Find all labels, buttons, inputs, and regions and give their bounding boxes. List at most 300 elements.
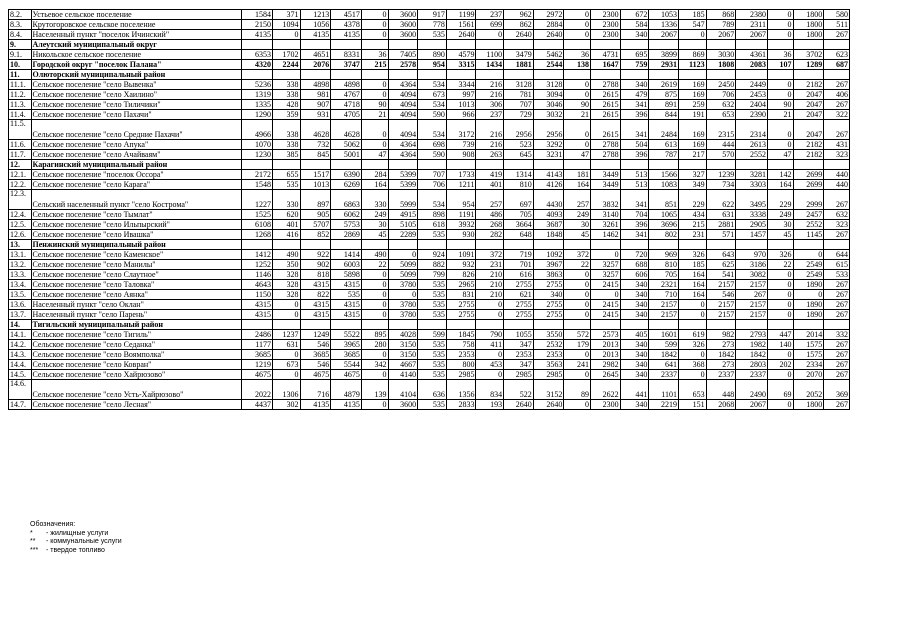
row-value: 2022 [242, 380, 273, 400]
row-value: 0 [476, 370, 504, 380]
row-value [272, 70, 300, 80]
row-value: 622 [706, 190, 736, 210]
row-value: 3030 [706, 50, 736, 60]
row-name: Сельское поселение "село Усть-Хайрюзово" [31, 380, 242, 400]
row-value: 328 [272, 280, 300, 290]
row-code: 9.1. [9, 50, 32, 60]
row-value: 535 [418, 280, 447, 290]
row-name: Населенный пункт "поселок Ичинский" [31, 30, 242, 40]
row-value [504, 160, 534, 170]
row-code: 12.1. [9, 170, 32, 180]
row-value: 4126 [533, 180, 564, 190]
table-row [9, 20, 850, 30]
row-value: 440 [824, 180, 850, 190]
row-value: 2544 [533, 60, 564, 70]
row-value: 1100 [476, 50, 504, 60]
row-value [446, 160, 476, 170]
row-value: 546 [706, 290, 736, 300]
row-value: 3150 [388, 350, 418, 360]
row-value: 441 [620, 380, 649, 400]
row-value: 2640 [504, 30, 534, 40]
row-value: 3747 [331, 60, 362, 70]
row-value [678, 320, 706, 330]
row-code: 11.3. [9, 100, 32, 110]
row-value: 47 [564, 150, 591, 160]
row-value [649, 320, 679, 330]
row-value: 2353 [504, 350, 534, 360]
row-value: 1092 [533, 250, 564, 260]
row-value: 349 [678, 180, 706, 190]
row-value: 2067 [706, 30, 736, 40]
row-value: 431 [824, 140, 850, 150]
row-value: 2549 [793, 260, 824, 270]
row-value [793, 160, 824, 170]
row-value: 0 [767, 400, 793, 410]
row-name: Населенный пункт "село Парень" [31, 310, 242, 320]
row-value: 284 [361, 170, 388, 180]
row-value: 4135 [331, 400, 362, 410]
row-value: 997 [446, 90, 476, 100]
row-value: 615 [824, 260, 850, 270]
row-value: 1848 [533, 230, 564, 240]
row-value: 1548 [242, 180, 273, 190]
row-value: 231 [476, 260, 504, 270]
row-value [300, 40, 331, 50]
row-value: 4135 [300, 30, 331, 40]
row-code: 12.2. [9, 180, 32, 190]
row-value: 268 [476, 220, 504, 230]
row-value: 826 [446, 270, 476, 280]
table-row [9, 360, 850, 370]
row-value: 599 [418, 330, 447, 340]
row-value [678, 240, 706, 250]
row-value: 0 [564, 310, 591, 320]
row-value: 330 [272, 190, 300, 210]
row-value: 606 [620, 270, 649, 280]
row-value: 1434 [476, 60, 504, 70]
row-value: 599 [649, 340, 679, 350]
row-value: 4143 [533, 170, 564, 180]
row-value: 347 [504, 360, 534, 370]
row-value: 534 [418, 120, 447, 140]
row-value: 1227 [242, 190, 273, 210]
row-value: 164 [767, 180, 793, 190]
row-value: 267 [824, 30, 850, 40]
row-value: 45 [361, 230, 388, 240]
row-value: 193 [476, 400, 504, 410]
row-value: 0 [767, 280, 793, 290]
row-value: 411 [476, 340, 504, 350]
row-value [418, 160, 447, 170]
row-value: 729 [504, 110, 534, 120]
row-value [591, 320, 621, 330]
row-code: 10. [9, 60, 32, 70]
row-value: 535 [418, 300, 447, 310]
row-value: 3600 [388, 30, 418, 40]
row-value: 416 [272, 230, 300, 240]
row-value: 0 [767, 120, 793, 140]
row-value: 2076 [300, 60, 331, 70]
row-value: 340 [620, 350, 649, 360]
row-value [272, 40, 300, 50]
row-value: 0 [361, 10, 388, 20]
row-value: 1123 [678, 60, 706, 70]
row-value [361, 160, 388, 170]
row-value: 1150 [242, 290, 273, 300]
row-value: 259 [678, 100, 706, 110]
row-value: 1056 [300, 20, 331, 30]
table-row [9, 270, 850, 280]
table-row [9, 50, 850, 60]
row-value: 1890 [793, 280, 824, 290]
row-value: 385 [272, 150, 300, 160]
row-value [300, 160, 331, 170]
row-value: 2172 [242, 170, 273, 180]
row-value: 653 [678, 380, 706, 400]
row-value: 340 [620, 360, 649, 370]
row-value: 2014 [793, 330, 824, 340]
row-value: 0 [361, 280, 388, 290]
row-value: 169 [678, 140, 706, 150]
row-value: 368 [678, 360, 706, 370]
row-value: 0 [564, 90, 591, 100]
row-value: 834 [476, 380, 504, 400]
row-value: 4315 [300, 300, 331, 310]
row-value: 1525 [242, 210, 273, 220]
row-value: 705 [649, 270, 679, 280]
row-value: 3344 [446, 80, 476, 90]
row-value: 490 [272, 250, 300, 260]
row-value: 490 [361, 250, 388, 260]
row-value: 229 [678, 190, 706, 210]
row-value: 0 [272, 310, 300, 320]
row-name: Населенный пункт "село Оклан" [31, 300, 242, 310]
row-value: 22 [564, 260, 591, 270]
row-value: 710 [649, 290, 679, 300]
row-value: 396 [620, 220, 649, 230]
row-value: 3696 [649, 220, 679, 230]
table-row [9, 150, 850, 160]
row-value: 0 [564, 300, 591, 310]
row-value [476, 70, 504, 80]
row-value: 2321 [649, 280, 679, 290]
row-value: 4731 [591, 50, 621, 60]
row-value: 405 [620, 330, 649, 340]
row-value: 4767 [331, 90, 362, 100]
row-value: 249 [564, 210, 591, 220]
row-value: 535 [418, 30, 447, 40]
tariff-table-sheet [8, 9, 850, 410]
table-row [9, 30, 850, 40]
row-value: 2047 [793, 110, 824, 120]
row-name: Сельское поселение "село Хайрюзово" [31, 370, 242, 380]
row-value: 2157 [706, 280, 736, 290]
table-row [9, 10, 850, 20]
row-value: 0 [361, 310, 388, 320]
table-section-row [9, 60, 850, 70]
row-value: 0 [564, 120, 591, 140]
row-value: 4579 [446, 50, 476, 60]
row-value: 897 [300, 190, 331, 210]
row-value: 2486 [242, 330, 273, 340]
row-value: 822 [300, 290, 331, 300]
row-value: 3863 [533, 270, 564, 280]
row-value: 2311 [736, 20, 768, 30]
row-value: 2793 [736, 330, 768, 340]
row-value [242, 160, 273, 170]
row-value: 2755 [446, 300, 476, 310]
row-value: 1800 [793, 30, 824, 40]
row-name: Сельское поселение "село Ильпырский" [31, 220, 242, 230]
row-value: 2956 [504, 120, 534, 140]
row-value: 434 [678, 210, 706, 220]
row-value: 4094 [388, 90, 418, 100]
row-value: 3257 [591, 270, 621, 280]
row-name: Сельское поселение "село Хаилино" [31, 90, 242, 100]
row-value: 0 [361, 350, 388, 360]
row-value: 0 [767, 20, 793, 30]
legend-title: Обозначения: [30, 521, 76, 528]
row-value: 613 [649, 140, 679, 150]
row-value: 4915 [388, 210, 418, 220]
row-value [706, 240, 736, 250]
row-value: 2219 [649, 400, 679, 410]
row-value [504, 240, 534, 250]
row-value: 215 [361, 60, 388, 70]
row-value: 3600 [388, 10, 418, 20]
row-value: 697 [504, 190, 534, 210]
row-value: 0 [361, 30, 388, 40]
row-code: 14.5. [9, 370, 32, 380]
row-value: 3257 [591, 260, 621, 270]
row-value: 802 [649, 230, 679, 240]
row-value: 328 [272, 270, 300, 280]
legend-symbol: *** [30, 546, 39, 554]
row-value: 2640 [533, 400, 564, 410]
row-value: 2047 [793, 90, 824, 100]
legend-text: - жилищные услуги [46, 529, 109, 537]
row-value: 164 [678, 290, 706, 300]
row-value [767, 40, 793, 50]
row-value: 631 [272, 340, 300, 350]
row-value: 479 [620, 90, 649, 100]
row-value: 632 [706, 100, 736, 110]
row-name: Сельское поселение "село Воямполка" [31, 350, 242, 360]
row-value: 2755 [504, 310, 534, 320]
row-value: 2337 [649, 370, 679, 380]
row-name: Устьевое сельское поселение [31, 10, 242, 20]
row-value: 868 [706, 10, 736, 20]
row-value: 2615 [591, 100, 621, 110]
row-value: 396 [620, 150, 649, 160]
row-value: 895 [361, 330, 388, 340]
row-value: 0 [388, 290, 418, 300]
row-value: 372 [564, 250, 591, 260]
row-value: 969 [649, 250, 679, 260]
row-value: 249 [767, 210, 793, 220]
row-value [706, 320, 736, 330]
row-value: 2067 [649, 30, 679, 40]
row-code: 14.3. [9, 350, 32, 360]
row-value: 701 [504, 260, 534, 270]
row-value: 2803 [736, 360, 768, 370]
row-value: 140 [767, 340, 793, 350]
row-value: 4093 [533, 210, 564, 220]
row-value: 1890 [793, 300, 824, 310]
row-value: 0 [564, 140, 591, 150]
row-value: 620 [272, 210, 300, 220]
row-value: 0 [767, 300, 793, 310]
row-value: 241 [564, 360, 591, 370]
row-value: 672 [620, 10, 649, 20]
row-value: 931 [300, 110, 331, 120]
row-value: 1982 [736, 340, 768, 350]
row-code: 8.4. [9, 30, 32, 40]
row-value: 584 [620, 20, 649, 30]
row-value: 580 [824, 10, 850, 20]
row-value: 340 [620, 30, 649, 40]
row-value: 513 [620, 180, 649, 190]
row-code: 13.2. [9, 260, 32, 270]
row-value [504, 320, 534, 330]
row-value: 169 [678, 80, 706, 90]
row-value: 2755 [504, 300, 534, 310]
row-code: 13.3. [9, 270, 32, 280]
row-value [564, 40, 591, 50]
legend-item-housing [30, 530, 122, 539]
row-value [361, 40, 388, 50]
row-value: 328 [272, 290, 300, 300]
row-value: 0 [361, 140, 388, 150]
row-value: 1601 [649, 330, 679, 340]
row-name: Сельское поселение "село Ивашка" [31, 230, 242, 240]
row-value: 2390 [736, 110, 768, 120]
row-value: 151 [678, 400, 706, 410]
row-value [388, 240, 418, 250]
row-value: 0 [767, 140, 793, 150]
row-value: 267 [824, 230, 850, 240]
row-value: 2699 [793, 180, 824, 190]
row-value [388, 40, 418, 50]
row-value: 326 [678, 250, 706, 260]
row-value [649, 240, 679, 250]
row-value: 1177 [242, 340, 273, 350]
row-value: 719 [504, 250, 534, 260]
table-section-row [9, 320, 850, 330]
row-value: 5522 [331, 330, 362, 340]
row-value: 636 [418, 380, 447, 400]
legend [30, 521, 122, 555]
row-value: 2985 [504, 370, 534, 380]
row-value: 0 [564, 400, 591, 410]
row-value: 2640 [533, 30, 564, 40]
row-value: 2931 [649, 60, 679, 70]
legend-item-fuel [30, 547, 122, 556]
row-value: 4517 [331, 10, 362, 20]
row-value: 47 [767, 150, 793, 160]
row-value: 800 [446, 360, 476, 370]
row-value [824, 160, 850, 170]
row-name: Никольское сельское поселение [31, 50, 242, 60]
row-value: 2788 [591, 80, 621, 90]
row-value: 447 [767, 330, 793, 340]
row-value: 138 [564, 60, 591, 70]
row-value [533, 70, 564, 80]
row-value [476, 40, 504, 50]
row-value: 2615 [591, 90, 621, 100]
table-body [9, 10, 850, 410]
row-value: 326 [767, 250, 793, 260]
row-value: 2645 [591, 370, 621, 380]
row-value: 30 [767, 220, 793, 230]
row-value: 3231 [533, 150, 564, 160]
row-value: 1055 [504, 330, 534, 340]
row-value: 907 [300, 100, 331, 110]
row-value: 164 [361, 180, 388, 190]
row-value: 3303 [736, 180, 768, 190]
row-value: 1356 [446, 380, 476, 400]
table-row [9, 220, 850, 230]
row-value: 695 [620, 50, 649, 60]
row-value: 3032 [533, 110, 564, 120]
row-value: 0 [361, 270, 388, 280]
table-row [9, 400, 850, 410]
row-value: 644 [824, 250, 850, 260]
row-value: 924 [418, 250, 447, 260]
row-value: 616 [504, 270, 534, 280]
table-row [9, 340, 850, 350]
row-value: 862 [504, 20, 534, 30]
row-value: 917 [418, 10, 447, 20]
row-value: 0 [767, 30, 793, 40]
row-value [300, 70, 331, 80]
row-value: 30 [564, 220, 591, 230]
row-value: 2157 [736, 310, 768, 320]
row-name: Крутогоровское сельское поселение [31, 20, 242, 30]
row-value: 3685 [300, 350, 331, 360]
row-value: 181 [564, 170, 591, 180]
row-code: 12.4. [9, 210, 32, 220]
row-value [300, 320, 331, 330]
row-value: 778 [418, 20, 447, 30]
row-value: 1053 [649, 10, 679, 20]
row-value: 396 [620, 110, 649, 120]
row-value: 4966 [242, 120, 273, 140]
row-value: 698 [418, 140, 447, 150]
row-value: 758 [446, 340, 476, 350]
row-value [793, 320, 824, 330]
row-value: 2552 [736, 150, 768, 160]
table-section-row [9, 70, 850, 80]
row-value: 1575 [793, 350, 824, 360]
row-value: 0 [272, 30, 300, 40]
row-value: 2353 [446, 350, 476, 360]
row-value: 513 [620, 170, 649, 180]
row-value: 844 [649, 110, 679, 120]
row-value: 3479 [504, 50, 534, 60]
row-value: 342 [361, 360, 388, 370]
row-value: 648 [504, 230, 534, 240]
row-code: 11. [9, 70, 32, 80]
row-value: 164 [678, 270, 706, 280]
row-value: 4315 [331, 280, 362, 290]
row-value: 2182 [793, 150, 824, 160]
row-value: 2083 [736, 60, 768, 70]
row-value [793, 70, 824, 80]
table-section-row [9, 40, 850, 50]
row-code: 14. [9, 320, 32, 330]
row-value [591, 240, 621, 250]
